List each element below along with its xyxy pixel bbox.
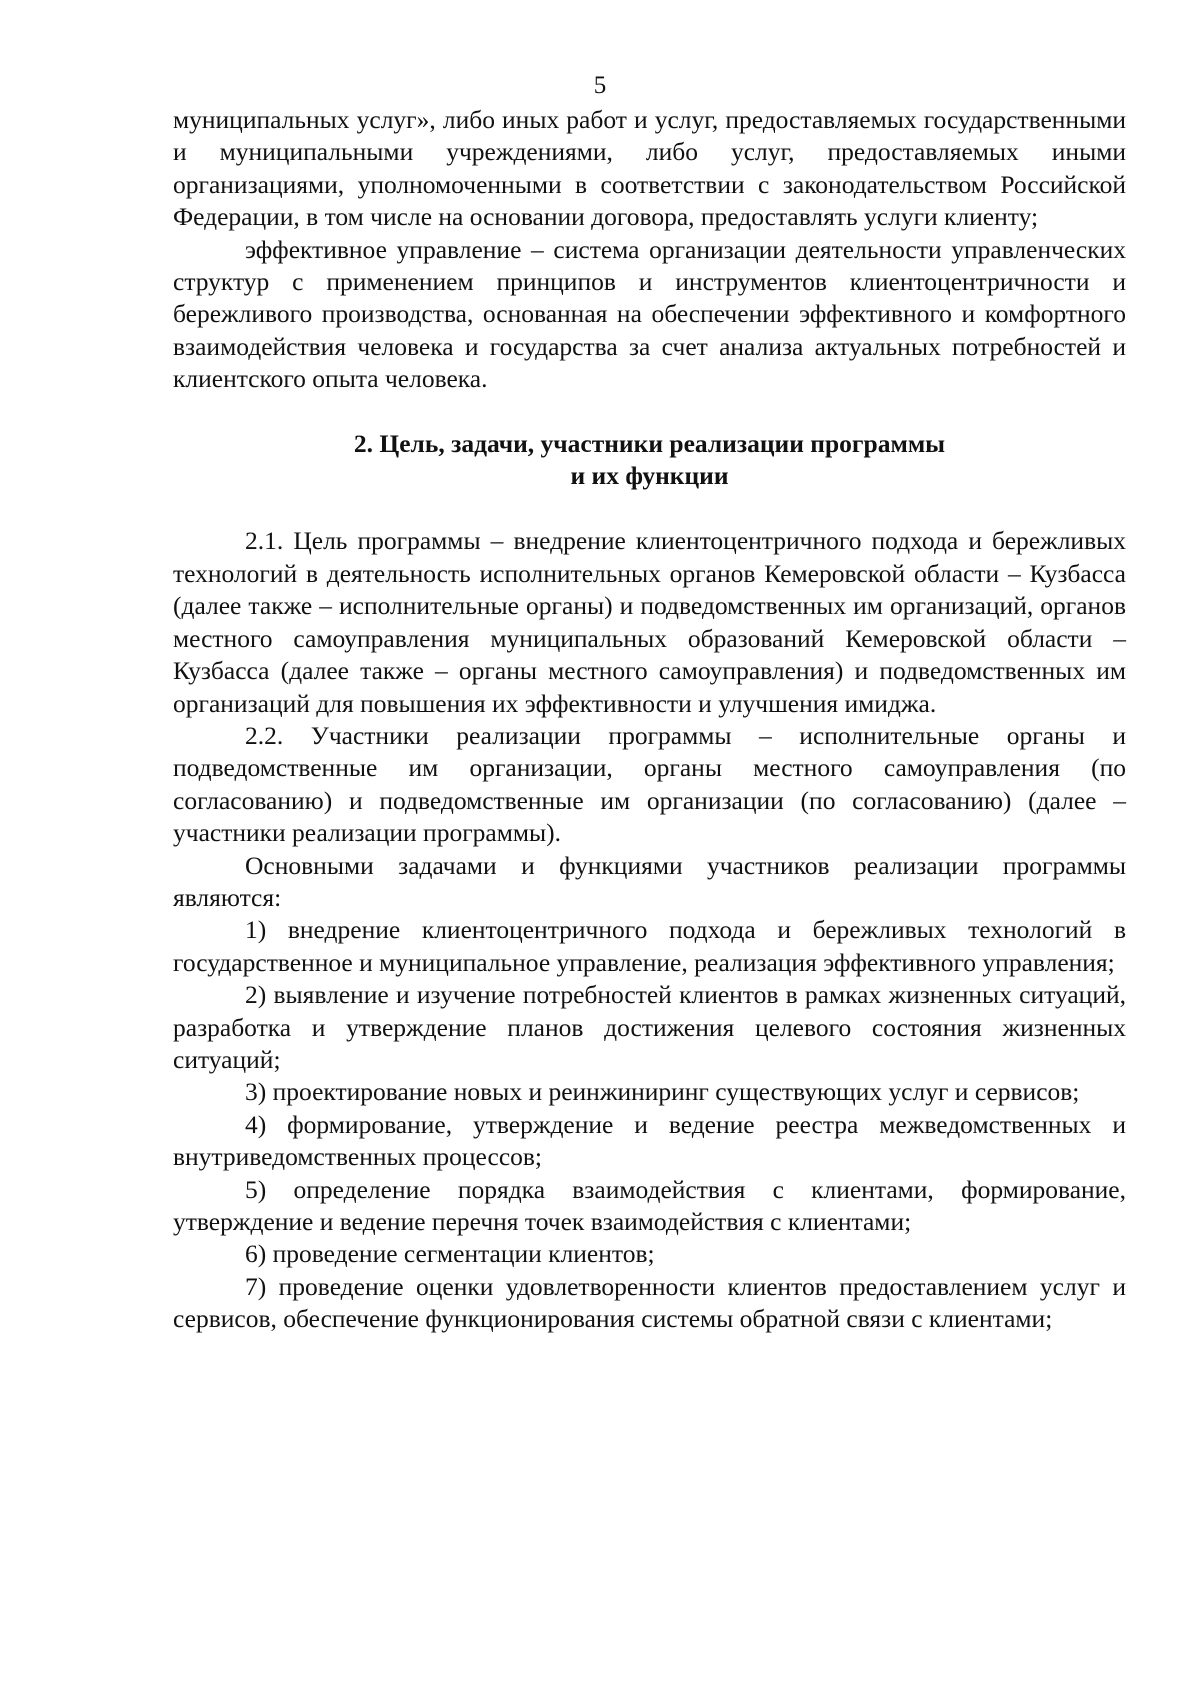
list-item: 4) формирование, утверждение и ведение реестра межведомственных и внутриведомственных процессов;: [173, 1109, 1126, 1172]
paragraph-tasks-intro: Основными задачами и функциями участников реализации программы являются:: [173, 850, 1126, 912]
section-heading-line: 2. Цель, задачи, участники реализации программы: [353, 428, 946, 458]
list-item: 2) выявление и изучение потребностей клиентов в рамках жизненных ситуаций, разработка и утверждение планов достижения целевого состояния жизненных ситуаций;: [173, 980, 1126, 1074]
page-number: 5: [593, 72, 607, 99]
list-item: 5) определение порядка взаимодействия с клиентами, формирование, утверждение и ведение перечня точек взаимодействия с клиентами;: [173, 1174, 1126, 1236]
paragraph: муниципальных услуг», либо иных работ и услуг, предоставляемых государственными и муниципальными учреждениями, либо услуг, предоставляемых иными организациями, уполномоченными в соответствии с законодательством Российской Федерации, в том числе на основании договора, предоставлять услуги клиенту;: [173, 105, 1126, 232]
section-heading-line: и их функции: [570, 461, 729, 491]
list-item: 3) проектирование новых и реинжиниринг существующих услуг и сервисов;: [245, 1077, 1080, 1107]
section-heading: [173, 428, 1126, 493]
paragraph-goal: 2.1. Цель программы – внедрение клиентоцентричного подхода и бережливых технологий в деятельность исполнительных органов Кемеровской области – Кузбасса (далее также – исполнительные органы) и подведомственных им организаций, органов местного самоуправления муниципальных образований Кемеровской области – Кузбасса (далее также – органы местного самоуправления) и подведомственных им организаций для повышения их эффективности и улучшения имиджа.: [173, 526, 1126, 718]
document-body: [173, 104, 1126, 1336]
list-item: 1) внедрение клиентоцентричного подхода и бережливых технологий в государственное и муниципальное управление, реализация эффективного управления;: [173, 915, 1126, 977]
list-item: 7) проведение оценки удовлетворенности клиентов предоставлением услуг и сервисов, обеспечение функционирования системы обратной связи с клиентами;: [173, 1271, 1126, 1334]
list-item: 6) проведение сегментации клиентов;: [245, 1239, 655, 1269]
paragraph-participants: 2.2. Участники реализации программы – исполнительные органы и подведомственные им организации, органы местного самоуправления (по согласованию) и подведомственные им организации (по согласованию) (далее – участники реализации программы).: [173, 720, 1126, 848]
paragraph-definition-effective-management: эффективное управление – система организации деятельности управленческих структур с применением принципов и инструментов клиентоцентричности и бережливого производства, основанная на обеспечении эффективного и комфортного взаимодействия человека и государства за счет анализа актуальных потребностей и клиентского опыта человека.: [173, 234, 1126, 394]
